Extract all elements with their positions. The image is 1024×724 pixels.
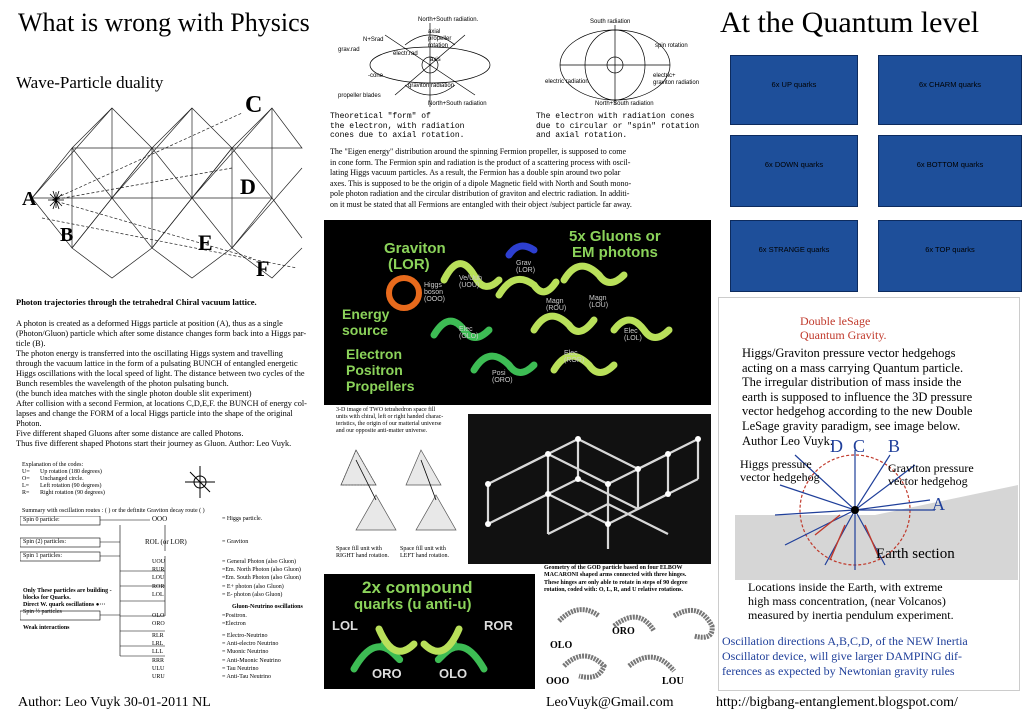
lattice-paragraph: A photon is created as a deformed Higgs particle at position (A), thus as a single (Photon/Gluon) particle which after some distance changes form back into a Higgs par- ticle (B). The photon energy is transferred into the oscillating Higgs system and travelling through the vacuum lattice in the form of a pulsating BUNCH of entangled energetic Higgs oscillations with the local speed of light. The distance between two cycles of the Bunch resembles the wavelength of the photon pulsating bunch. (the bunch idea matches with the single photon double slit experiment) After collision with a second Fermion, at locations C,D,E,F. the BUNCH of energy col- lapses and change the FORM of a local Higgs particle into the shape of the original Photon. Five different shaped Gluons after some distance are called Photons. Thus five different shaped Photons start their journey as Gluon. Author: Leo Vuyk.: [16, 319, 307, 448]
spin1-descriptions: = General Photon (also Gluon) =Em. North Photon (also Gluon) =Em. South Photon (also Gluon) = E+ photon (also Gluon) = E- photon (also Gluon): [222, 559, 301, 598]
spin1-label: Spin 1 particles:: [23, 553, 62, 559]
left-hand-unit-label: Space fill unit with LEFT hand rotation.: [400, 546, 450, 559]
spin0-label: Spin 0 particle:: [23, 517, 60, 523]
half-spin-descriptions: =Positron. =Electron: [222, 613, 247, 628]
footer-author: Author: Leo Vuyk 30-01-2011 NL: [18, 695, 211, 710]
lesage-body: Higgs/Graviton pressure vector hedgehogs acting on a mass carrying Quantum particle. The irregular distribution of mass inside the earth is supposed to influence the 3D pressure vector hedgehog according to the new Double LeSage gravity paradigm, see image below. Author Leo Vuyk.: [742, 346, 973, 448]
gluon-neutrino-title: Gluon-Neutrino oscillations: [232, 604, 303, 610]
source-label: source: [342, 322, 388, 338]
gluon-lor-label: (LOR): [388, 256, 430, 273]
direction-letter-b: B: [888, 436, 901, 456]
down-quarks-label: 6x DOWN quarks: [764, 160, 824, 169]
lattice-label-d: D: [240, 174, 256, 199]
fermion-caption-right: The electron with radiation cones due to circular or "spin" rotation and axial rotation.: [536, 112, 700, 140]
wave-particle-heading: Wave-Particle duality: [16, 73, 164, 92]
code-graviton: = Graviton: [222, 539, 249, 545]
propellers-label: Propellers: [346, 378, 415, 394]
rotation-codes-icon: [175, 462, 225, 502]
down-quarks-tile: [730, 135, 858, 207]
lattice-label-f: F: [256, 256, 270, 281]
positron-label: Positron: [346, 362, 403, 378]
strange-quarks-tile: [730, 220, 858, 292]
lattice-label-e: E: [198, 230, 213, 255]
code-rol: ROL (or LOR): [145, 538, 187, 546]
bottom-quarks-label: 6x BOTTOM quarks: [916, 160, 984, 169]
energy-label: Energy: [342, 306, 390, 322]
direction-letter-d: D: [830, 436, 843, 456]
god-particle-lattice-image: [468, 414, 711, 564]
page-title-right: At the Quantum level: [720, 6, 980, 39]
compound-lol: LOL: [332, 618, 358, 633]
fermion-paragraph: The "Eigen energy" distribution around the spinning Fermion propeller, is supposed to come in cone form. The Fermion spin and radiation is the product of a scattering process with oscil- lating Higgs vacuum particles. As a result, the Fermion has a double spin around two polar axes. This is supposed to be the origin of a dipole Magnetic field with North and South mono- pole photon radiation and the circular distribution of graviton and electric radiation. In additi- on it must be stated that all Fermions are entangled with their object /subject particle far away.: [330, 147, 632, 209]
oscillation-text: Oscillation directions A,B,C,D, of the NEW Inertia Oscillator device, will give larger DAMPING dif- ferences as expected by Newtonian gravity rules: [722, 634, 968, 678]
graviton-pressure-label: Graviton pressure vector hedgehog: [888, 461, 974, 488]
charm-quarks-label: 6x CHARM quarks: [918, 80, 982, 89]
compound-ror: ROR: [484, 618, 513, 633]
compound-oro: ORO: [372, 666, 402, 681]
earth-section-label: Earth section: [876, 546, 955, 562]
lesage-title-2: Quantum Gravity.: [800, 328, 887, 342]
gluon-count-label: 5x Gluons or: [569, 228, 661, 245]
lattice-label-c: C: [245, 92, 263, 118]
lattice-caption: Photon trajectories through the tetrahedral Chiral vacuum lattice.: [16, 297, 257, 307]
direction-letter-c: C: [853, 436, 866, 456]
tetra-caption: 3-D image of TWO tetrahedron space fill units with chiral, left or right handed charac- teristics, the origin of our matterial universe and our opposite anti-matter universe.: [336, 407, 444, 434]
strange-quarks-label: 6x STRANGE quarks: [758, 245, 830, 254]
spin2-label: Spin (2) particles:: [23, 539, 66, 545]
weak-codes: RLR LRL LLL RRR ULU URU: [152, 633, 165, 681]
higgs-pressure-label: Higgs pressure vector hedgehog: [740, 457, 820, 484]
god-particle-caption: Geometry of the GOD particle based on four ELBOW MACARONI shaped arms connected with three hinges. These hinges are only able to rotate in steps of 90 degree rotation, coded with: O, L, R, and U relative rotations.: [544, 565, 688, 594]
fermion-right-labels: South radiation spin rotation electric radiation electric+ graviton radiation North+South radiation: [545, 19, 700, 107]
macaroni-labels: ORO OLO OOO LOU: [546, 626, 684, 687]
lattice-3d-art: [468, 414, 711, 564]
weak-descriptions: = Electro-Neutrino = Anti-electro Neutrino = Muonic Neutrino = Anti-Muonic Neutrino = Tau Neutrino = Anti-Tau Neutrino: [222, 633, 281, 681]
compound-quarks-panel: [324, 574, 535, 689]
up-quarks-label: 6x UP quarks: [771, 80, 817, 89]
footer-email[interactable]: LeoVuyk@Gmail.com: [546, 695, 674, 710]
lesage-title-1: Double leSage: [800, 314, 871, 328]
fermion-left-labels: North+South radiation. grav.rad N+Srad axial propeller rotation electr.rad -cone axis propeller blades graviton radiation North+South radiation: [338, 17, 487, 107]
codes-summary: Summary with oscillation routes : ( ) or the definite Graviton decay route ( ): [22, 508, 205, 514]
right-hand-unit-label: Space fill unit with RIGHT hand rotation.: [336, 546, 390, 559]
bottom-quarks-tile: [878, 135, 1022, 207]
top-quarks-tile: [878, 220, 1022, 292]
lattice-label-b: B: [60, 224, 74, 246]
tetrahedron-space-fill-units: [336, 440, 466, 545]
gluon-graviton-label: Graviton: [384, 240, 446, 257]
compound-line1: 2x compound: [362, 578, 473, 597]
half-spin-codes: OLO ORO: [152, 613, 165, 628]
locations-text: Locations inside the Earth, with extreme high mass concentration, (near Volcanos) measured by inertia pendulum experiment.: [748, 580, 954, 622]
lattice-label-a: A: [22, 188, 37, 210]
electron-label: Electron: [346, 346, 403, 362]
code-ooo: OOO: [152, 515, 168, 523]
up-quarks-tile: [730, 55, 858, 125]
codes-explanation: Explanation of the codes: U= Up rotation (180 degrees) O= Unchanged circle. L= Left rotation (90 degrees) R= Right rotation (90 degrees): [22, 462, 105, 496]
spin1-codes: UOU RUR LOU ROR LOL: [152, 559, 165, 598]
gluon-em-label: EM photons: [572, 244, 658, 261]
tetrahedral-lattice-diagram: [12, 88, 312, 284]
building-blocks-note: Only These particles are building - blocks for Quarks. Direct W. quark oscillations ●··· Spin ½ particles: [23, 588, 112, 615]
direction-letter-a: A: [932, 494, 945, 514]
charm-quarks-tile: [878, 55, 1022, 125]
footer-url[interactable]: http://bigbang-entanglement.blogspot.com/: [716, 695, 958, 710]
gluon-small-labels: Higgs boson (OOO) Ve/Uuh (UOU) Grav (LOR) Elec (OLO) Magn (ROU) Magn (LOU) Posi (ORO) Elec (ROR) Elec (LOL): [424, 260, 642, 384]
compound-line2: quarks (u anti-u): [354, 596, 472, 613]
weak-interactions-label: Weak interactions: [23, 625, 70, 631]
fermion-caption-left: Theoretical "form" of the electron, with radiation cones due to axial rotation.: [330, 112, 465, 140]
compound-olo: OLO: [439, 666, 468, 681]
page-title-left: What is wrong with Physics: [18, 8, 310, 37]
quark-photo-grid: [730, 55, 1020, 292]
code-higgs: = Higgs particle.: [222, 516, 263, 522]
gluon-photon-panel: [324, 220, 711, 405]
top-quarks-label: 6x TOP quarks: [925, 245, 975, 254]
